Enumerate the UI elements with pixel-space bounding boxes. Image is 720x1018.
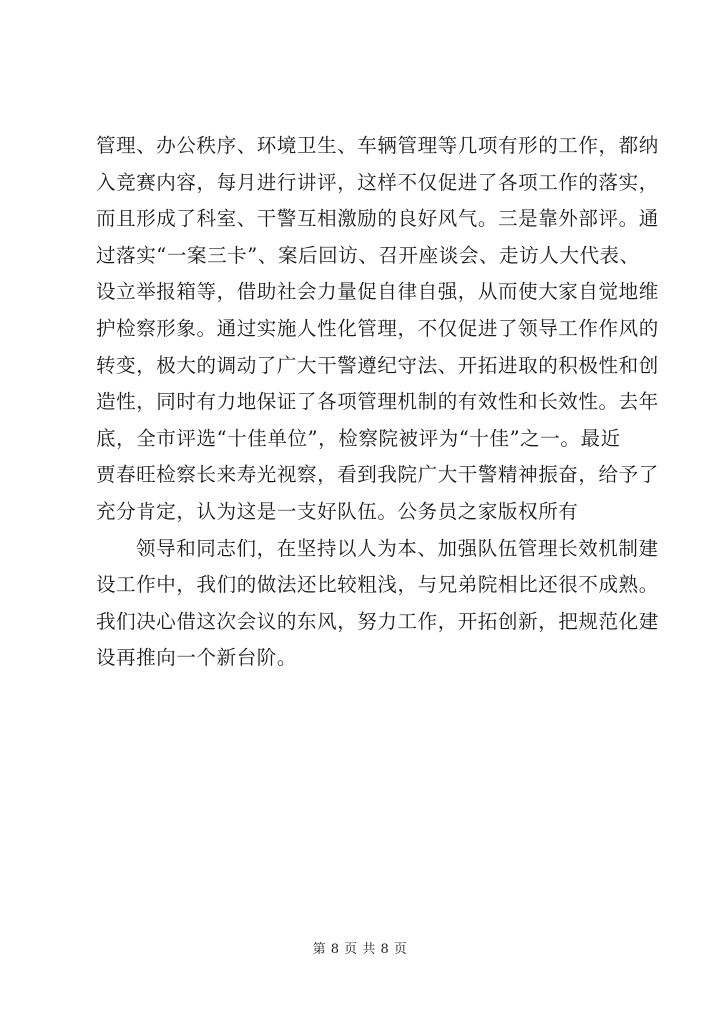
paragraph-1-line: 底，全市评选“十佳单位”，检察院被评为“十佳”之一。最近 [96, 426, 621, 450]
paragraph-1-line: 护检察形象。通过实施人性化管理，不仅促进了领导工作作风的 [96, 316, 659, 340]
paragraph-2-line: 我们决心借这次会议的东风，努力工作，开拓创新，把规范化建 [96, 609, 659, 633]
paragraph-2-line: 设工作中，我们的做法还比较粗浅，与兄弟院相比还很不成熟。 [96, 573, 659, 597]
paragraph-1-line: 管理、办公秩序、环境卫生、车辆管理等几项有形的工作，都纳 [96, 134, 659, 157]
page-number-footer: 第 8 页 共 8 页 [312, 942, 408, 957]
paragraph-2-line: 领导和同志们，在坚持以人为本、加强队伍管理长效机制建 [136, 536, 659, 560]
paragraph-1-line: 充分肯定，认为这是一支好队伍。公务员之家版权所有 [96, 499, 579, 523]
paragraph-1-line: 入竞赛内容，每月进行讲评，这样不仅促进了各项工作的落实， [96, 170, 659, 194]
paragraph-1-line: 贾春旺检察长来寿光视察，看到我院广大干警精神振奋，给予了 [96, 463, 659, 487]
paragraph-1-line: 造性，同时有力地保证了各项管理机制的有效性和长效性。去年 [96, 390, 659, 414]
paragraph-1-line: 过落实“一案三卡”、案后回访、召开座谈会、走访人大代表、 [96, 243, 640, 267]
paragraph-1-line: 转变，极大的调动了广大干警遵纪守法、开拓进取的积极性和创 [96, 353, 659, 377]
paragraph-1-line: 设立举报箱等，借助社会力量促自律自强，从而使大家自觉地维 [96, 280, 659, 304]
document-body [96, 128, 659, 677]
paragraph-1-line: 而且形成了科室、干警互相激励的良好风气。三是靠外部评。通 [96, 207, 659, 231]
paragraph-2-line: 设再推向一个新台阶。 [96, 646, 298, 670]
